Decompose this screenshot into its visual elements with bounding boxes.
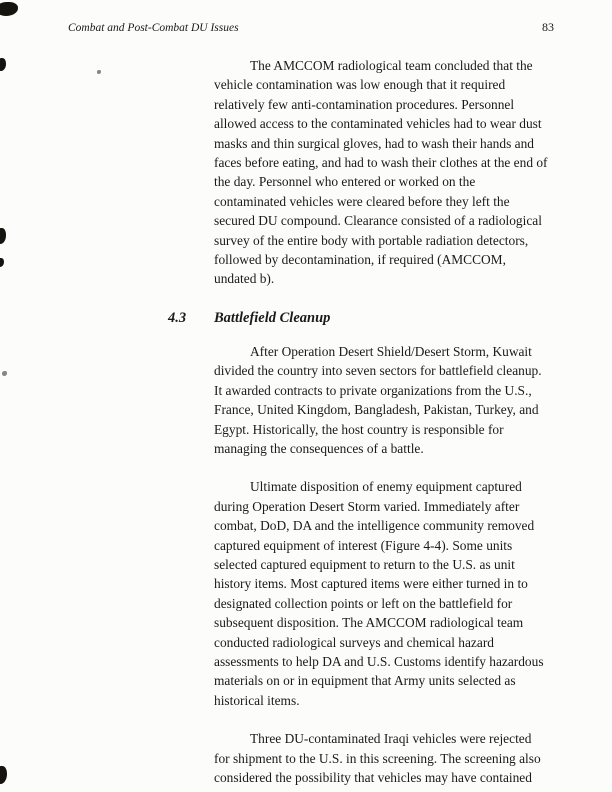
scan-artifact xyxy=(97,70,101,74)
section-number: 4.3 xyxy=(168,309,187,326)
paragraph: Ultimate disposition of enemy equipment captured during Operation Desert Storm varied. Immediately after combat, DoD, DA and the intelligence community removed captured equipment of interest (Figure 4-4). Some units selected captured equipment to return to the U.S. as unit history items. Most captured items were either turned in to designated collection points or left on the battlefield for subsequent disposition. The AMCCOM radiological team conducted radiological surveys and chemical hazard assessments to help DA and U.S. Customs identify hazardous materials on or in equipment that Army units selected as historical items. xyxy=(214,479,544,708)
scan-artifact xyxy=(0,766,7,784)
section-heading xyxy=(168,308,550,328)
paragraph: After Operation Desert Shield/Desert Storm, Kuwait divided the country into seven sectors for battlefield cleanup. It awarded contracts to private organizations from the U.S., France, United Kingdom, Bangladesh, Pakistan, Turkey, and Egypt. Historically, the host country is responsible for managing the consequences of a battle. xyxy=(214,343,542,456)
paragraph: Three DU-contaminated Iraqi vehicles were rejected for shipment to the U.S. in this screening. The screening also considered the possibility that vehicles may have contained xyxy=(214,731,541,785)
page-number: 83 xyxy=(542,20,554,34)
body-text-block xyxy=(168,56,550,787)
running-header xyxy=(68,20,554,35)
running-header-title: Combat and Post-Combat DU Issues xyxy=(68,22,239,34)
scan-artifact xyxy=(2,371,7,376)
scan-artifact xyxy=(0,2,18,16)
scan-artifact xyxy=(0,228,6,244)
scan-artifact xyxy=(0,258,4,267)
paragraph: The AMCCOM radiological team concluded that the vehicle contamination was low enough that it required relatively few anti-contamination procedures. Personnel allowed access to the contaminated vehicles had to wear dust masks and thin surgical gloves, had to wash their hands and faces before eating, and had to wash their clothes at the end of the day. Personnel who entered or worked on the contaminated vehicles were cleared before they left the secured DU compound. Clearance consisted of a radiological survey of the entire body with portable radiation detectors, followed by decontamination, if required (AMCCOM, undated b). xyxy=(214,58,548,287)
scan-artifact xyxy=(0,58,6,71)
section-title: Battlefield Cleanup xyxy=(214,309,331,326)
